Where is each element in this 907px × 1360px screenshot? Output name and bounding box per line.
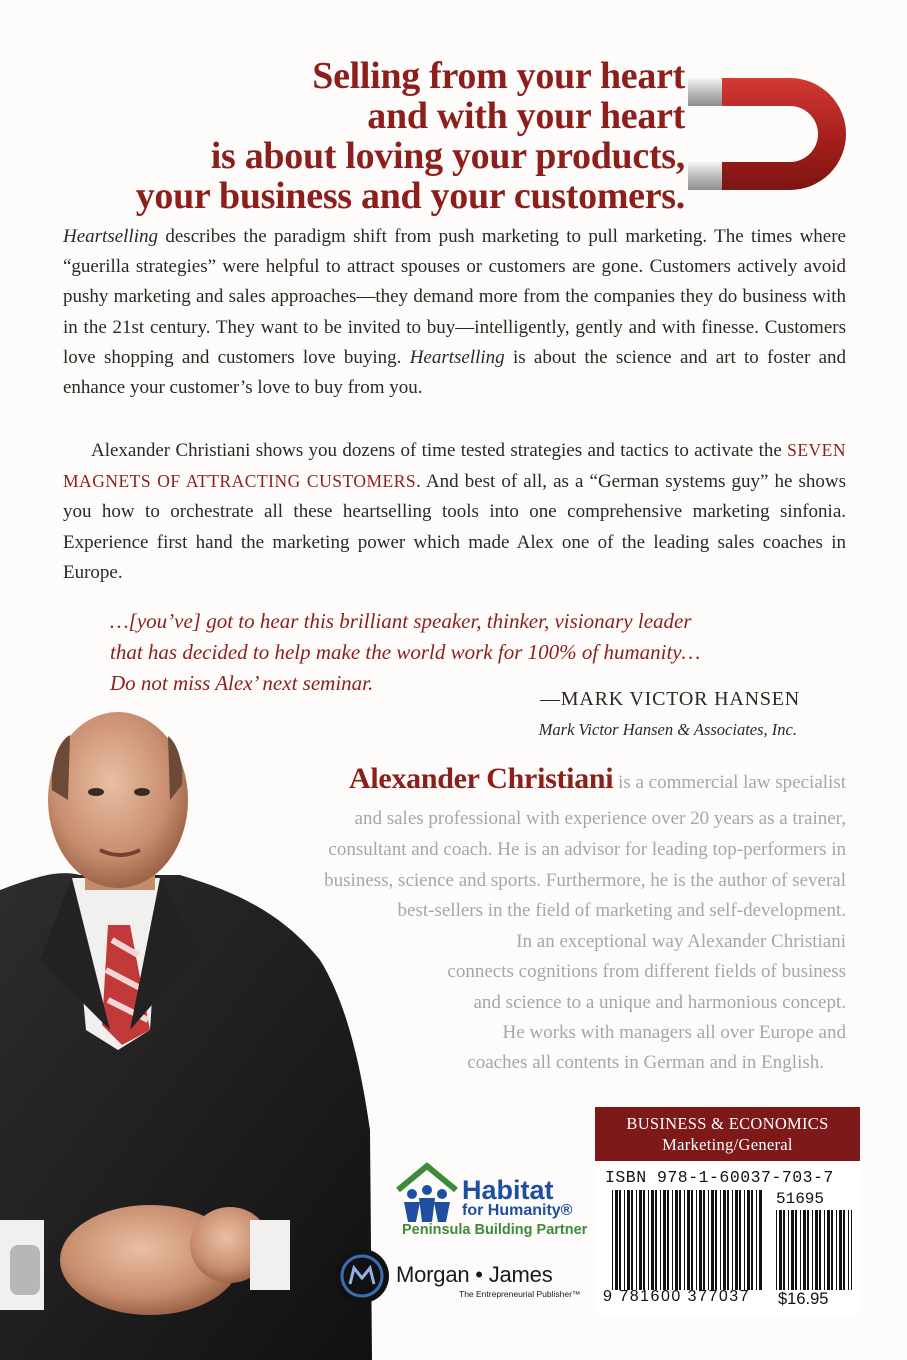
price: $16.95 [778,1290,829,1308]
quote-line-3: Do not miss Alex’ next seminar. [110,671,374,695]
quote-line-1: …[you’ve] got to hear this brilliant speaker, thinker, visionary leader [110,609,692,633]
category-primary: BUSINESS & ECONOMICS [626,1114,829,1133]
quote-line-2: that has decided to help make the world work for 100% of humanity… [110,640,701,664]
headline-line-3: is about loving your products, [210,135,685,177]
strategy-paragraph [63,435,846,588]
isbn-number: ISBN 978-1-60037-703-7 [605,1168,834,1187]
habitat-subtitle: for Humanity® [462,1202,573,1219]
quote-company: Mark Victor Hansen & Associates, Inc. [538,720,797,739]
heartselling-italic-2: Heartselling [409,346,505,368]
habitat-partner: Peninsula Building Partner [402,1222,588,1238]
headline-line-2: and with your heart [367,95,685,137]
strategy-text-b: . And best of all, as a “German systems guy” he shows you how to orchestrate all these heartselling tools into one comprehensive marketing sinfonia. Experience first hand the marketing power which made Alex one of the leading sales coaches in Europe. [63,471,846,583]
publisher-tagline: The Entrepreneurial Publisher™ [459,1289,581,1299]
bio-line-7: connects cognitions from different fields of business [447,961,846,982]
author-photo [0,700,380,1360]
category-secondary: Marketing/General [662,1135,793,1154]
bio-line-2: and sales professional with experience over 20 years as a trainer, [354,808,846,829]
intro-text-a: describes the paradigm shift from push marketing to pull marketing. The times where “guerilla strategies” were helpful to attract spouses or customers are gone. Customers actively avoid pushy marketing and sales approaches—they demand more from the companies they do business with in the 21st century. They want to be invited to buy—intelligently, gently and with finesse. Customers love shopping and customers love buying. [63,226,846,368]
ean-digits: 9 781600 377037 [603,1288,751,1305]
horseshoe-magnet-icon [680,58,870,198]
heartselling-italic: Heartselling [63,226,158,247]
headline-line-1: Selling from your heart [312,55,685,97]
bio-author-name: Alexander Christiani [349,762,614,795]
price-code: 51695 [776,1190,825,1208]
headline [40,56,685,216]
intro-paragraph [63,222,846,403]
bio-line-8: and science to a unique and harmonious concept. [473,992,846,1013]
bio-line-4: business, science and sports. Furthermore, he is the author of several [324,870,846,891]
testimonial-quote [110,606,820,699]
bio-line-6: In an exceptional way Alexander Christiani [516,931,846,952]
morgan-james-logo-icon [334,1248,390,1304]
ean-barcode [612,1190,762,1290]
addon-barcode [776,1210,852,1290]
bio-line-1 [190,764,846,799]
bio-line-9: He works with managers all over Europe and [502,1022,846,1043]
intro-text-b: is about the science and art to foster and enhance your customer’s love to buy from you. [63,346,846,399]
strategy-text-a: Alexander Christiani shows you dozens of time tested strategies and tactics to activate the [91,440,788,461]
bio-line-1-rest: is a commercial law specialist [613,772,846,793]
quote-author: —MARK VICTOR HANSEN [539,688,800,710]
seven-magnets-caps: SEVEN MAGNETS OF ATTRACTING CUSTOMERS [63,440,846,492]
category-label [595,1107,860,1161]
bio-line-5: best-sellers in the field of marketing and self-development. [397,900,846,921]
bio-line-10: coaches all contents in German and in English. [467,1052,824,1073]
headline-line-4: your business and your customers. [135,175,685,217]
bio-line-3: consultant and coach. He is an advisor for leading top-performers in [328,839,846,860]
publisher-name: Morgan • James [396,1262,553,1287]
habitat-title: Habitat [462,1175,554,1205]
